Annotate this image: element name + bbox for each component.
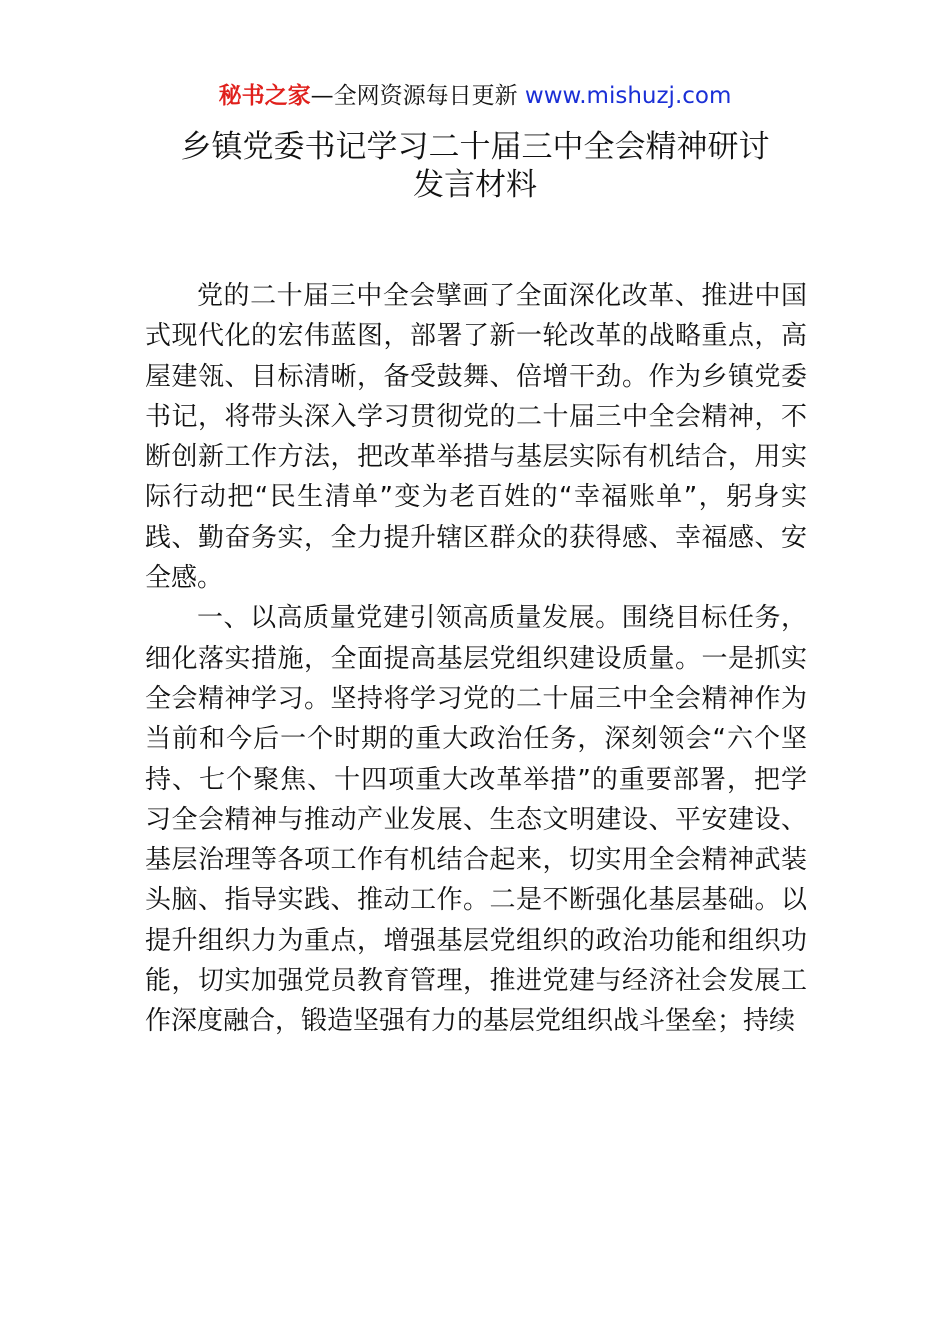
paragraph-intro: 党的二十届三中全会擘画了全面深化改革、推进中国式现代化的宏伟蓝图，部署了新一轮改革的战略重点，高屋建瓴、目标清晰，备受鼓舞、倍增干劲。作为乡镇党委书记，将带头深入学习贯彻党的二十届三中全会精神，不断创新工作方法，把改革举措与基层实际有机结合，用实际行动把“民生清单”变为老百姓的“幸福账单”，躬身实践、勤奋务实，全力提升辖区群众的获得感、幸福感、安全感。 — [145, 281, 807, 594]
title-line-1: 乡镇党委书记学习二十届三中全会精神研讨 — [180, 129, 770, 165]
document-body — [145, 276, 807, 1042]
brand-name: 秘书之家 — [218, 83, 311, 109]
document-title — [0, 128, 950, 204]
site-url-link[interactable]: www.mishuzj.com — [524, 83, 732, 109]
title-line-2: 发言材料 — [413, 167, 537, 203]
banner-tagline: —全网资源每日更新 — [310, 83, 525, 109]
site-banner — [0, 80, 950, 112]
paragraph-section-1: 一、以高质量党建引领高质量发展。围绕目标任务，细化落实措施，全面提高基层党组织建设质量。一是抓实全会精神学习。坚持将学习党的二十届三中全会精神作为当前和今后一个时期的重大政治任务，深刻领会“六个坚持、七个聚焦、十四项重大改革举措”的重要部署，把学习全会精神与推动产业发展、生态文明建设、平安建设、基层治理等各项工作有机结合起来，切实用全会精神武装头脑、指导实践、推动工作。二是不断强化基层基础。以提升组织力为重点，增强基层党组织的政治功能和组织功能，切实加强党员教育管理，推进党建与经济社会发展工作深度融合，锻造坚强有力的基层党组织战斗堡垒；持续 — [145, 603, 807, 1037]
